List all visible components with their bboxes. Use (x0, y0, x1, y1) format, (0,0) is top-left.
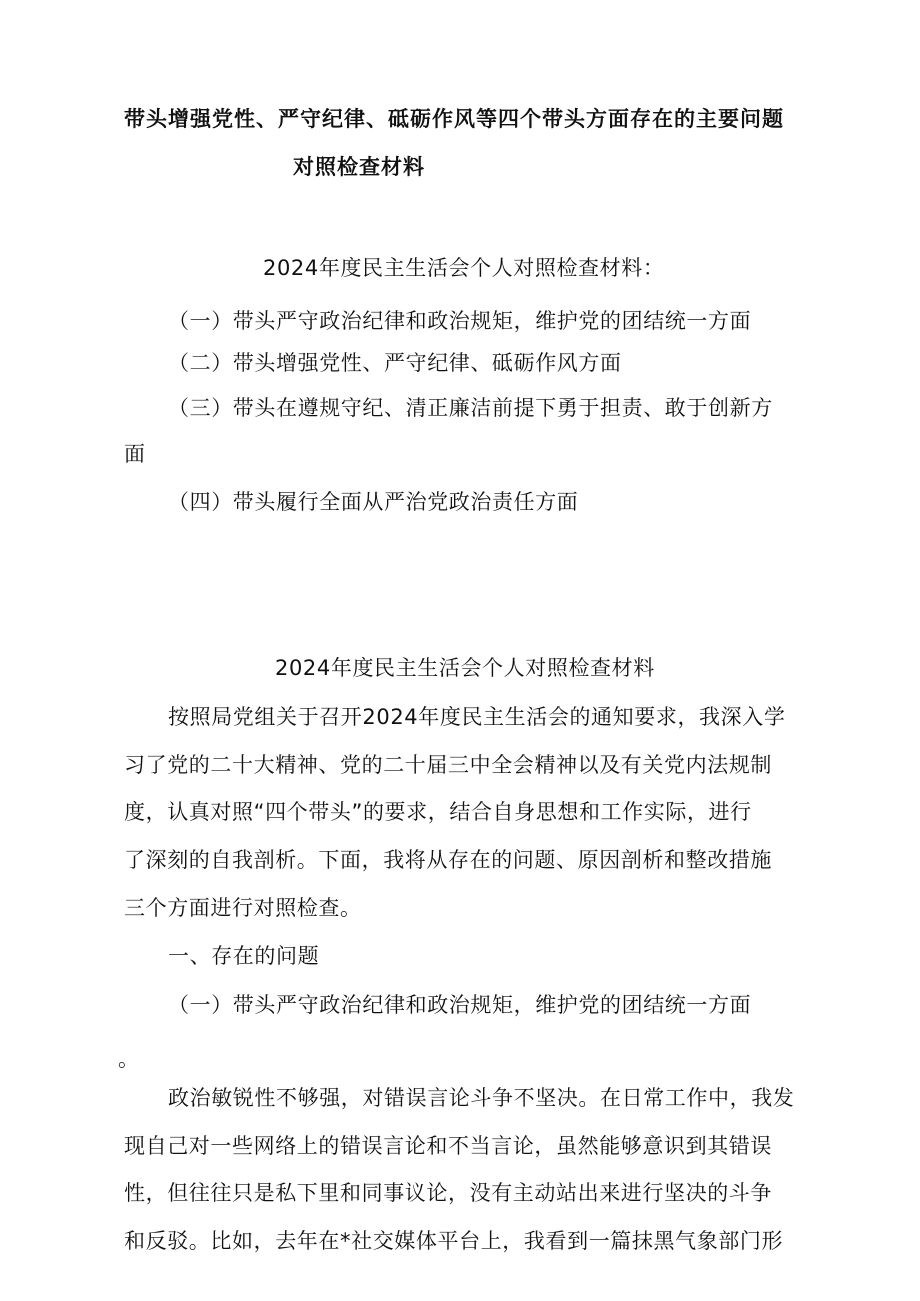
intro-line: 度，认真对照“四个带头”的要求，结合自身思想和工作实际，进行 (124, 800, 752, 824)
paragraph-line: 政治敏锐性不够强，对错误言论斗争不坚决。在日常工作中，我发 (168, 1086, 795, 1110)
toc-heading: 2024年度民主生活会个人对照检查材料： (263, 256, 665, 280)
paragraph-line: 和反驳。比如，去年在*社交媒体平台上，我看到一篇抹黑气象部门形 (124, 1229, 784, 1253)
toc-item: 面 (124, 442, 146, 466)
toc-item: （一）带头严守政治纪律和政治规矩，维护党的团结统一方面 (168, 309, 752, 333)
intro-line: 三个方面进行对照检查。 (124, 896, 362, 920)
toc-item: （四）带头履行全面从严治党政治责任方面 (168, 490, 579, 514)
section-heading: 一、存在的问题 (168, 944, 320, 968)
intro-line: 习了党的二十大精神、党的二十届三中全会精神以及有关党内法规制 (124, 753, 772, 777)
paragraph-line: 性，但往往只是私下里和同事议论，没有主动站出来进行坚决的斗争 (124, 1181, 772, 1205)
toc-item: （二）带头增强党性、严守纪律、砥砺作风方面 (168, 351, 622, 375)
paragraph-line: 现自己对一些网络上的错误言论和不当言论，虽然能够意识到其错误 (124, 1134, 772, 1158)
intro-line: 了深刻的自我剖析。下面，我将从存在的问题、原因剖析和整改措施 (124, 848, 772, 872)
toc-item: （三）带头在遵规守纪、清正廉洁前提下勇于担责、敢于创新方 (168, 396, 773, 420)
stray-period: 。 (118, 1047, 140, 1071)
intro-line: 按照局党组关于召开2024年度民主生活会的通知要求，我深入学 (168, 705, 786, 729)
doc-title-line1: 带头增强党性、严守纪律、砥砺作风等四个带头方面存在的主要问题 (124, 107, 784, 131)
body-heading: 2024年度民主生活会个人对照检查材料 (275, 656, 655, 680)
doc-title-line2: 对照检查材料 (293, 155, 425, 179)
subsection-heading: （一）带头严守政治纪律和政治规矩，维护党的团结统一方面 (168, 993, 752, 1017)
